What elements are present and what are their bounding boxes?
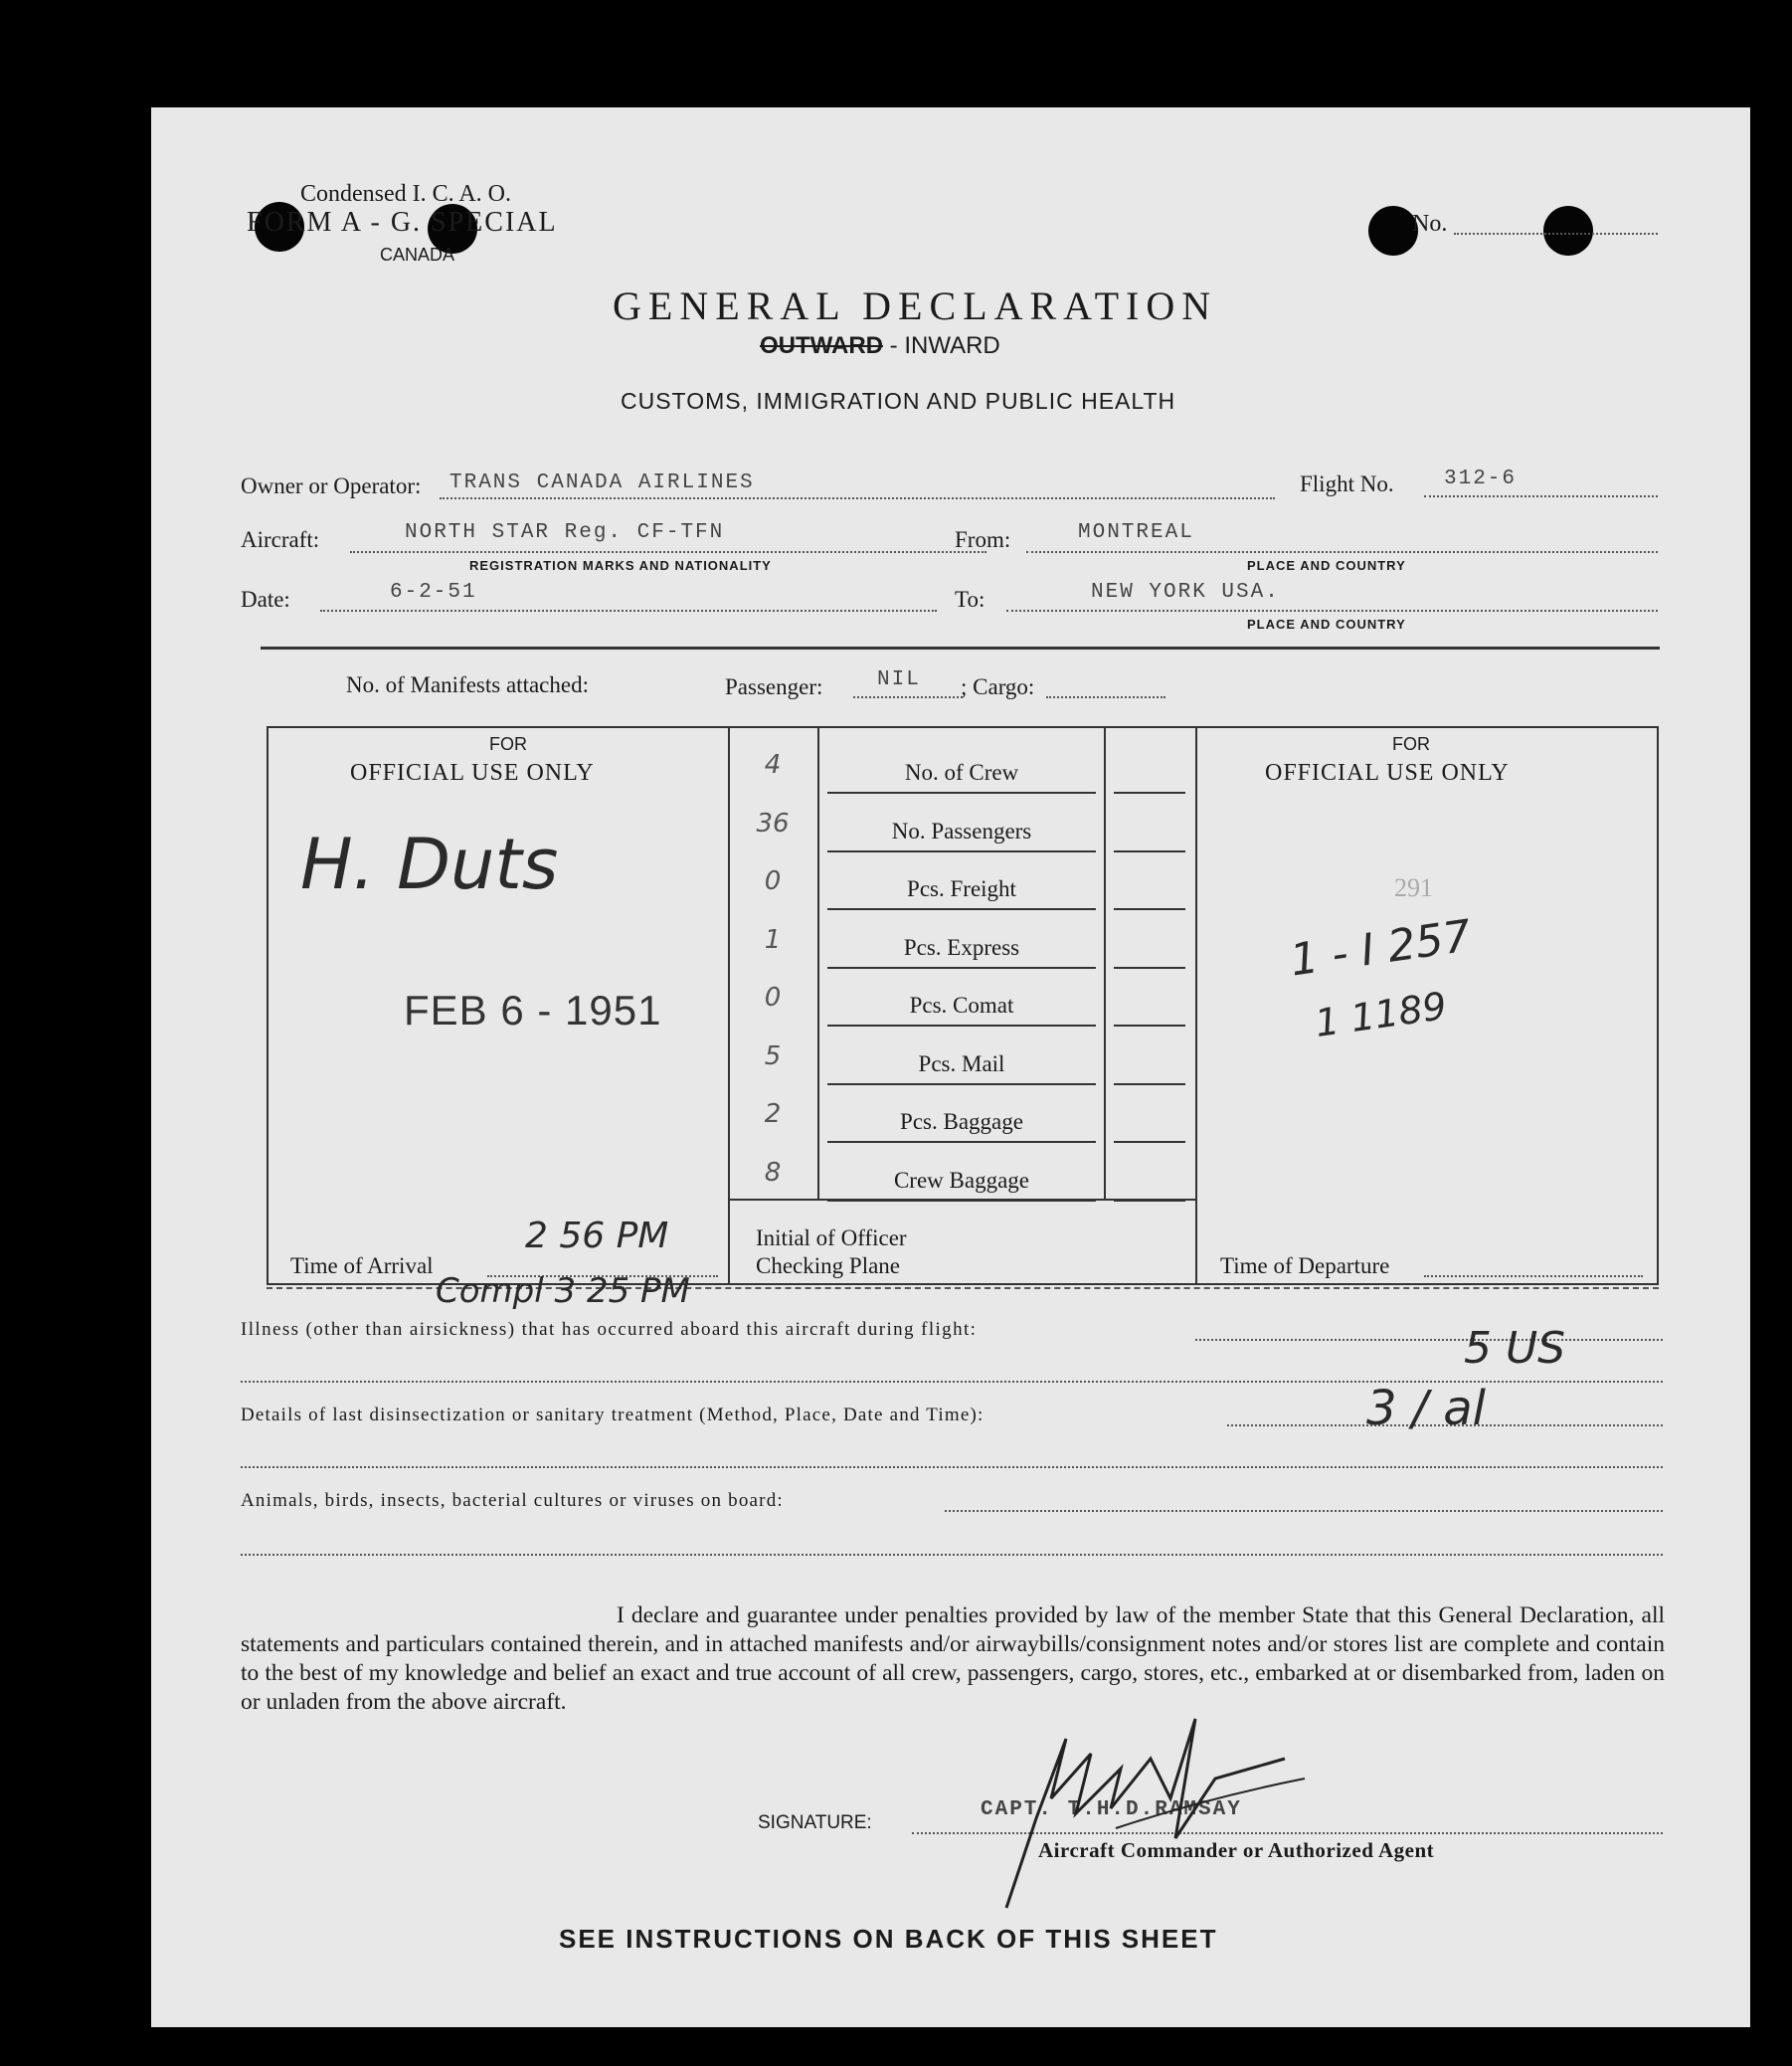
initial-box-rule [1114, 967, 1185, 969]
row-label: Pcs. Baggage [900, 1109, 1023, 1134]
initial-box-rule [1114, 908, 1185, 910]
number-line [1454, 233, 1658, 235]
disinsect-line-2 [241, 1466, 1663, 1468]
row-rule [827, 1200, 1096, 1202]
signature-typed: CAPT. T.H.D.RAMSAY [981, 1798, 1242, 1821]
to-caption: PLACE AND COUNTRY [1247, 617, 1406, 632]
disinsect-label: Details of last disinsectization or sanitary treatment (Method, Place, Date and Time): [241, 1405, 985, 1425]
punch-hole [1368, 206, 1418, 256]
right-official-label: OFFICIAL USE ONLY [1265, 760, 1510, 786]
initial-box-rule [1114, 1083, 1185, 1085]
animals-label: Animals, birds, insects, bacterial cultures or viruses on board: [241, 1490, 784, 1511]
row-rule [827, 1083, 1096, 1085]
row-value: 8 [764, 1157, 782, 1188]
cargo-manifest-line [1046, 696, 1165, 698]
aircraft-value: NORTH STAR Reg. CF-TFN [405, 521, 725, 544]
instructions-footer: SEE INSTRUCTIONS ON BACK OF THIS SHEET [559, 1924, 1218, 1954]
initial-box-rule [1114, 1141, 1185, 1143]
right-note: 1 - I 257 [1287, 910, 1475, 987]
owner-label: Owner or Operator: [241, 473, 422, 498]
right-for-label: FOR [1392, 734, 1430, 754]
passenger-manifest-label: Passenger: [725, 674, 823, 699]
left-for-label: FOR [489, 734, 527, 754]
row-rule [827, 967, 1096, 969]
to-line [1006, 610, 1658, 612]
signature-label: SIGNATURE: [758, 1812, 872, 1833]
direction-inward: - INWARD [889, 332, 1000, 359]
flight-no-label: Flight No. [1300, 471, 1394, 496]
row-label: Pcs. Express [903, 934, 1020, 960]
from-value: MONTREAL [1078, 521, 1194, 544]
row-rule [827, 908, 1096, 910]
form-designation: Condensed I. C. A. O. [300, 181, 511, 207]
row-value: 2 [764, 1099, 782, 1129]
to-value: NEW YORK USA. [1091, 581, 1280, 604]
signature-caption: Aircraft Commander or Authorized Agent [1038, 1838, 1435, 1862]
date-label: Date: [241, 587, 290, 612]
margin-note: 5 US [1464, 1323, 1566, 1374]
official-signature: H. Duts [300, 824, 559, 905]
manifests-label: No. of Manifests attached: [346, 672, 589, 697]
row-value: 1 [764, 924, 782, 955]
row-rule [827, 792, 1096, 794]
initial-box-rule [1114, 1200, 1185, 1202]
table-divider [817, 726, 819, 1199]
departure-label: Time of Departure [1220, 1253, 1390, 1278]
row-value: 5 [764, 1040, 782, 1071]
initial-box-rule [1114, 792, 1185, 794]
row-value: 36 [756, 808, 790, 839]
date-stamp: FEB 6 - 1951 [404, 987, 662, 1033]
row-label: No. of Crew [904, 760, 1019, 785]
arrival-label: Time of Arrival [290, 1253, 434, 1278]
captain-signature [917, 1659, 1434, 1918]
aircraft-caption: REGISTRATION MARKS AND NATIONALITY [469, 558, 772, 573]
aircraft-label: Aircraft: [241, 527, 320, 552]
aircraft-line [350, 551, 986, 553]
direction-line [760, 332, 1000, 360]
table-divider [1104, 726, 1106, 1199]
row-label: No. Passengers [891, 818, 1032, 844]
cargo-manifest-label: ; Cargo: [961, 674, 1035, 699]
row-value: 0 [764, 866, 782, 896]
direction-outward: OUTWARD [760, 332, 883, 359]
right-note: 291 [1394, 873, 1433, 902]
departure-line [1424, 1275, 1643, 1277]
passenger-manifest-value: NIL [877, 668, 921, 691]
from-line [1026, 551, 1658, 553]
from-label: From: [955, 527, 1011, 552]
table-divider [728, 726, 730, 1285]
from-caption: PLACE AND COUNTRY [1247, 558, 1406, 573]
form-type: FORM A - G. SPECIAL [247, 207, 558, 238]
row-rule [827, 850, 1096, 852]
animals-line-2 [241, 1554, 1663, 1556]
form-country: CANADA [380, 245, 455, 265]
owner-value: TRANS CANADA AIRLINES [449, 471, 755, 494]
row-rule [827, 1025, 1096, 1027]
right-note: 1 1189 [1312, 983, 1450, 1046]
declaration-text: I declare and guarantee under penalties provided by law of the member State that this General Declaration, all statements and particulars contained therein, and in attached manifests and/or airwaybills/consignment notes and/or stores list are complete and contain to the best of my knowledge and belief an exact and true account of all crew, passengers, cargo, stores, etc., embarked at or disembarked from, laden on or unladen from the above aircraft. [241, 1602, 1665, 1715]
animals-line [945, 1510, 1663, 1512]
to-label: To: [955, 587, 986, 612]
row-value: 4 [764, 750, 782, 780]
row-label: Pcs. Comat [909, 993, 1014, 1018]
initial-box-rule [1114, 850, 1185, 852]
declaration-form [151, 107, 1750, 2027]
flight-no-value: 312-6 [1444, 468, 1518, 490]
flight-no-line [1424, 495, 1658, 497]
row-label: Pcs. Freight [907, 876, 1016, 901]
initial-box-rule [1114, 1025, 1185, 1027]
illness-note: Compl 3 25 PM [436, 1271, 690, 1311]
date-line [320, 610, 937, 612]
owner-line [440, 497, 1275, 499]
illness-line [1195, 1339, 1663, 1341]
margin-note: 3 / al [1366, 1381, 1486, 1436]
number-label: No. [1412, 211, 1448, 237]
checking-plane-label: Checking Plane [756, 1253, 900, 1278]
row-label: Crew Baggage [893, 1167, 1030, 1193]
left-official-label: OFFICIAL USE ONLY [350, 760, 595, 786]
punch-hole [1543, 206, 1593, 256]
row-value: 0 [764, 983, 782, 1013]
illness-label: Illness (other than airsickness) that has occurred aboard this aircraft during flight: [241, 1319, 978, 1340]
table-divider [1195, 726, 1197, 1285]
form-title: GENERAL DECLARATION [613, 283, 1218, 328]
form-subtitle: CUSTOMS, IMMIGRATION AND PUBLIC HEALTH [621, 388, 1176, 414]
row-rule [827, 1141, 1096, 1143]
date-value: 6-2-51 [390, 581, 477, 604]
section-divider [261, 647, 1660, 650]
row-label: Pcs. Mail [918, 1050, 1005, 1076]
passenger-manifest-line [853, 696, 963, 698]
initial-officer-label: Initial of Officer [756, 1225, 907, 1250]
arrival-value: 2 56 PM [525, 1216, 669, 1256]
